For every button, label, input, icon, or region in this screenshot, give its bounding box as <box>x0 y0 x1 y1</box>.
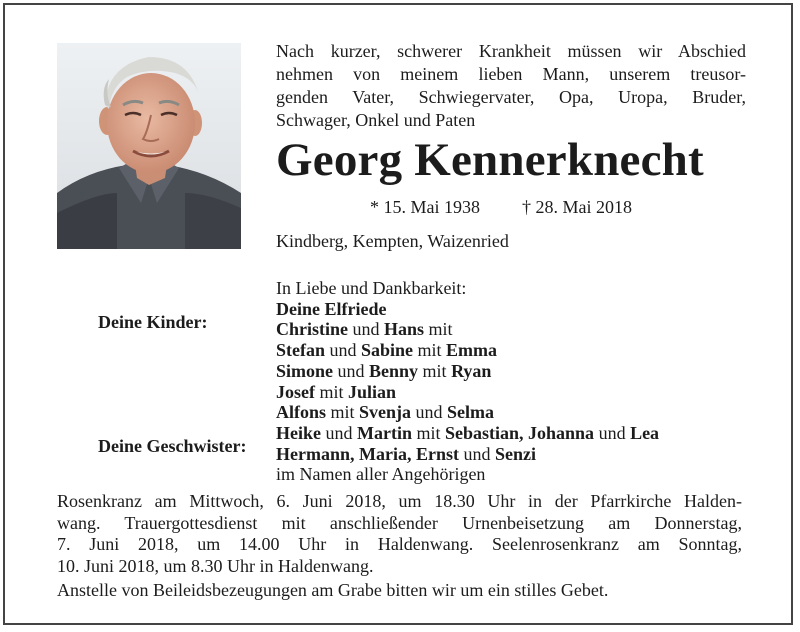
person-name: Emma <box>446 340 498 361</box>
person-name: Hans <box>384 319 425 340</box>
person-name: Martin <box>357 422 412 443</box>
list-item <box>276 361 659 382</box>
connector: und <box>348 319 384 340</box>
connector: mit <box>315 381 349 402</box>
person-name: Sebastian, Johanna <box>445 422 595 443</box>
person-name: Selma <box>447 402 495 423</box>
person-name: Lea <box>630 422 660 443</box>
birth-date: * 15. Mai 1938 <box>370 197 480 217</box>
connector: mit <box>413 340 447 361</box>
intro-line: Schwager, Onkel und Paten <box>276 110 476 130</box>
list-item <box>276 402 659 423</box>
closing-note: Anstelle von Beileidsbezeugungen am Grabe bitten wir um ein stilles Gebet. <box>57 580 609 600</box>
person-name: Senzi <box>494 443 536 464</box>
list-item <box>276 444 659 465</box>
connector: mit <box>326 402 360 423</box>
person-name: Alfons <box>276 402 327 423</box>
person-name: Josef <box>276 381 315 402</box>
person-name: Christine <box>276 319 348 340</box>
children-label: Deine Kinder: <box>98 312 208 332</box>
connector: mit <box>424 319 453 340</box>
connector: und <box>333 360 370 381</box>
relatives-line: im Namen aller Angehörigen <box>276 464 486 485</box>
places: Kindberg, Kempten, Waizenried <box>276 231 509 251</box>
list-item <box>276 382 659 403</box>
connector: und <box>325 340 361 361</box>
intro-line: nehmen von meinem lieben Mann, unserem treusor- <box>276 64 746 84</box>
person-name: Svenja <box>359 402 412 423</box>
person-name: Sabine <box>361 340 414 361</box>
mourners-list <box>276 278 659 485</box>
list-item <box>276 319 659 340</box>
service-line: 10. Juni 2018, um 8.30 Uhr in Haldenwang. <box>57 555 374 576</box>
person-name: Ryan <box>451 360 492 381</box>
portrait-photo <box>57 43 241 249</box>
connector: mit <box>418 360 452 381</box>
intro-line: Nach kurzer, schwerer Krankheit müssen wir Abschied <box>276 41 746 61</box>
service-line: wang. Trauergottesdienst mit anschließender Urnenbeisetzung am Donnerstag, <box>57 512 742 533</box>
wife-name: Deine Elfriede <box>276 298 387 319</box>
person-name: Stefan <box>276 340 325 361</box>
wife-line <box>276 299 659 320</box>
person-name: Julian <box>348 381 397 402</box>
connector: und <box>411 402 448 423</box>
service-info <box>57 491 742 577</box>
list-item <box>276 423 659 444</box>
connector: und <box>321 422 357 443</box>
love-line: In Liebe und Dankbarkeit: <box>276 278 467 298</box>
list-item <box>276 340 659 361</box>
connector: und <box>594 422 631 443</box>
person-name: Benny <box>369 360 419 381</box>
deceased-name: Georg Kennerknecht <box>276 134 704 186</box>
death-date: † 28. Mai 2018 <box>522 197 632 217</box>
service-line: Rosenkranz am Mittwoch, 6. Juni 2018, um 18.30 Uhr in der Pfarrkirche Halden- <box>57 491 742 511</box>
person-name: Simone <box>276 360 334 381</box>
intro-text <box>276 40 746 132</box>
person-name: Hermann, Maria, Ernst <box>276 443 459 464</box>
service-line: 7. Juni 2018, um 14.00 Uhr in Haldenwang. Seelenrosenkranz am Sonntag, <box>57 534 742 554</box>
connector: und <box>458 443 495 464</box>
siblings-label: Deine Geschwister: <box>98 436 247 456</box>
intro-line: genden Vater, Schwiegervater, Opa, Uropa, Bruder, <box>276 87 746 107</box>
person-name: Heike <box>276 422 321 443</box>
connector: mit <box>411 422 445 443</box>
